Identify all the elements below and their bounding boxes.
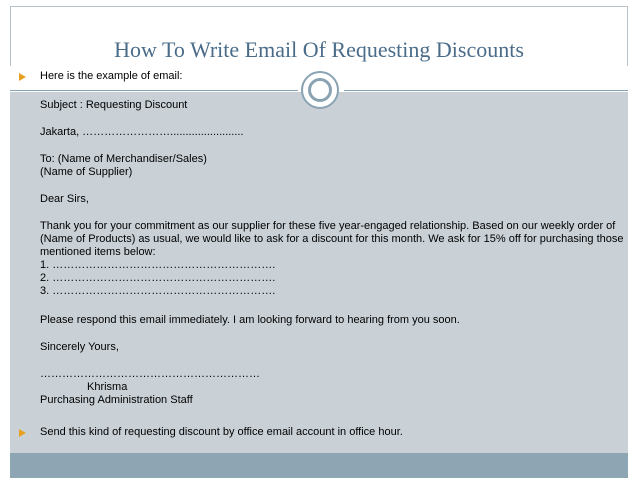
email-signer-name: Khrisma [87,381,128,393]
frame-top-border [10,6,628,7]
bullet-text: Send this kind of requesting discount by office email account in office hour. [40,426,403,438]
email-signer-title: Purchasing Administration Staff [40,394,193,406]
email-item: 1. ……………………………………………………. [40,259,276,271]
email-subject: Subject : Requesting Discount [40,99,188,111]
email-signature-line: …………………………………………………… [40,368,260,380]
email-item: 2. ……………………………………………………. [40,272,276,284]
slide-title: How To Write Email Of Requesting Discounts [114,37,524,62]
bullet-icon [19,429,26,437]
email-body-paragraph: Thank you for your commitment as our supplier for these five year-engaged relationship. Based on our weekly order of (Name of Products) as usual, we would like to ask for a discount for this month. We ask for 15% off for purchasing those mentioned items below: [40,220,624,258]
email-to-line: To: (Name of Merchandiser/Sales) [40,153,207,165]
email-salutation: Dear Sirs, [40,193,89,205]
email-closing-request: Please respond this email immediately. I am looking forward to hearing from you soon. [40,314,460,326]
circle-ornament-inner [308,78,332,102]
email-sign-off: Sincerely Yours, [40,341,119,353]
title-divider-left [10,90,298,91]
email-item: 3. ……………………………………………………. [40,285,276,297]
bullet-icon [19,73,26,81]
circle-ornament-icon [301,71,339,109]
title-divider-right [344,90,628,91]
bullet-text: Here is the example of email: [40,70,183,82]
email-place-date: Jakarta, ……………………........................ [40,126,244,138]
footer-band [10,453,628,478]
email-to-supplier: (Name of Supplier) [40,166,133,178]
